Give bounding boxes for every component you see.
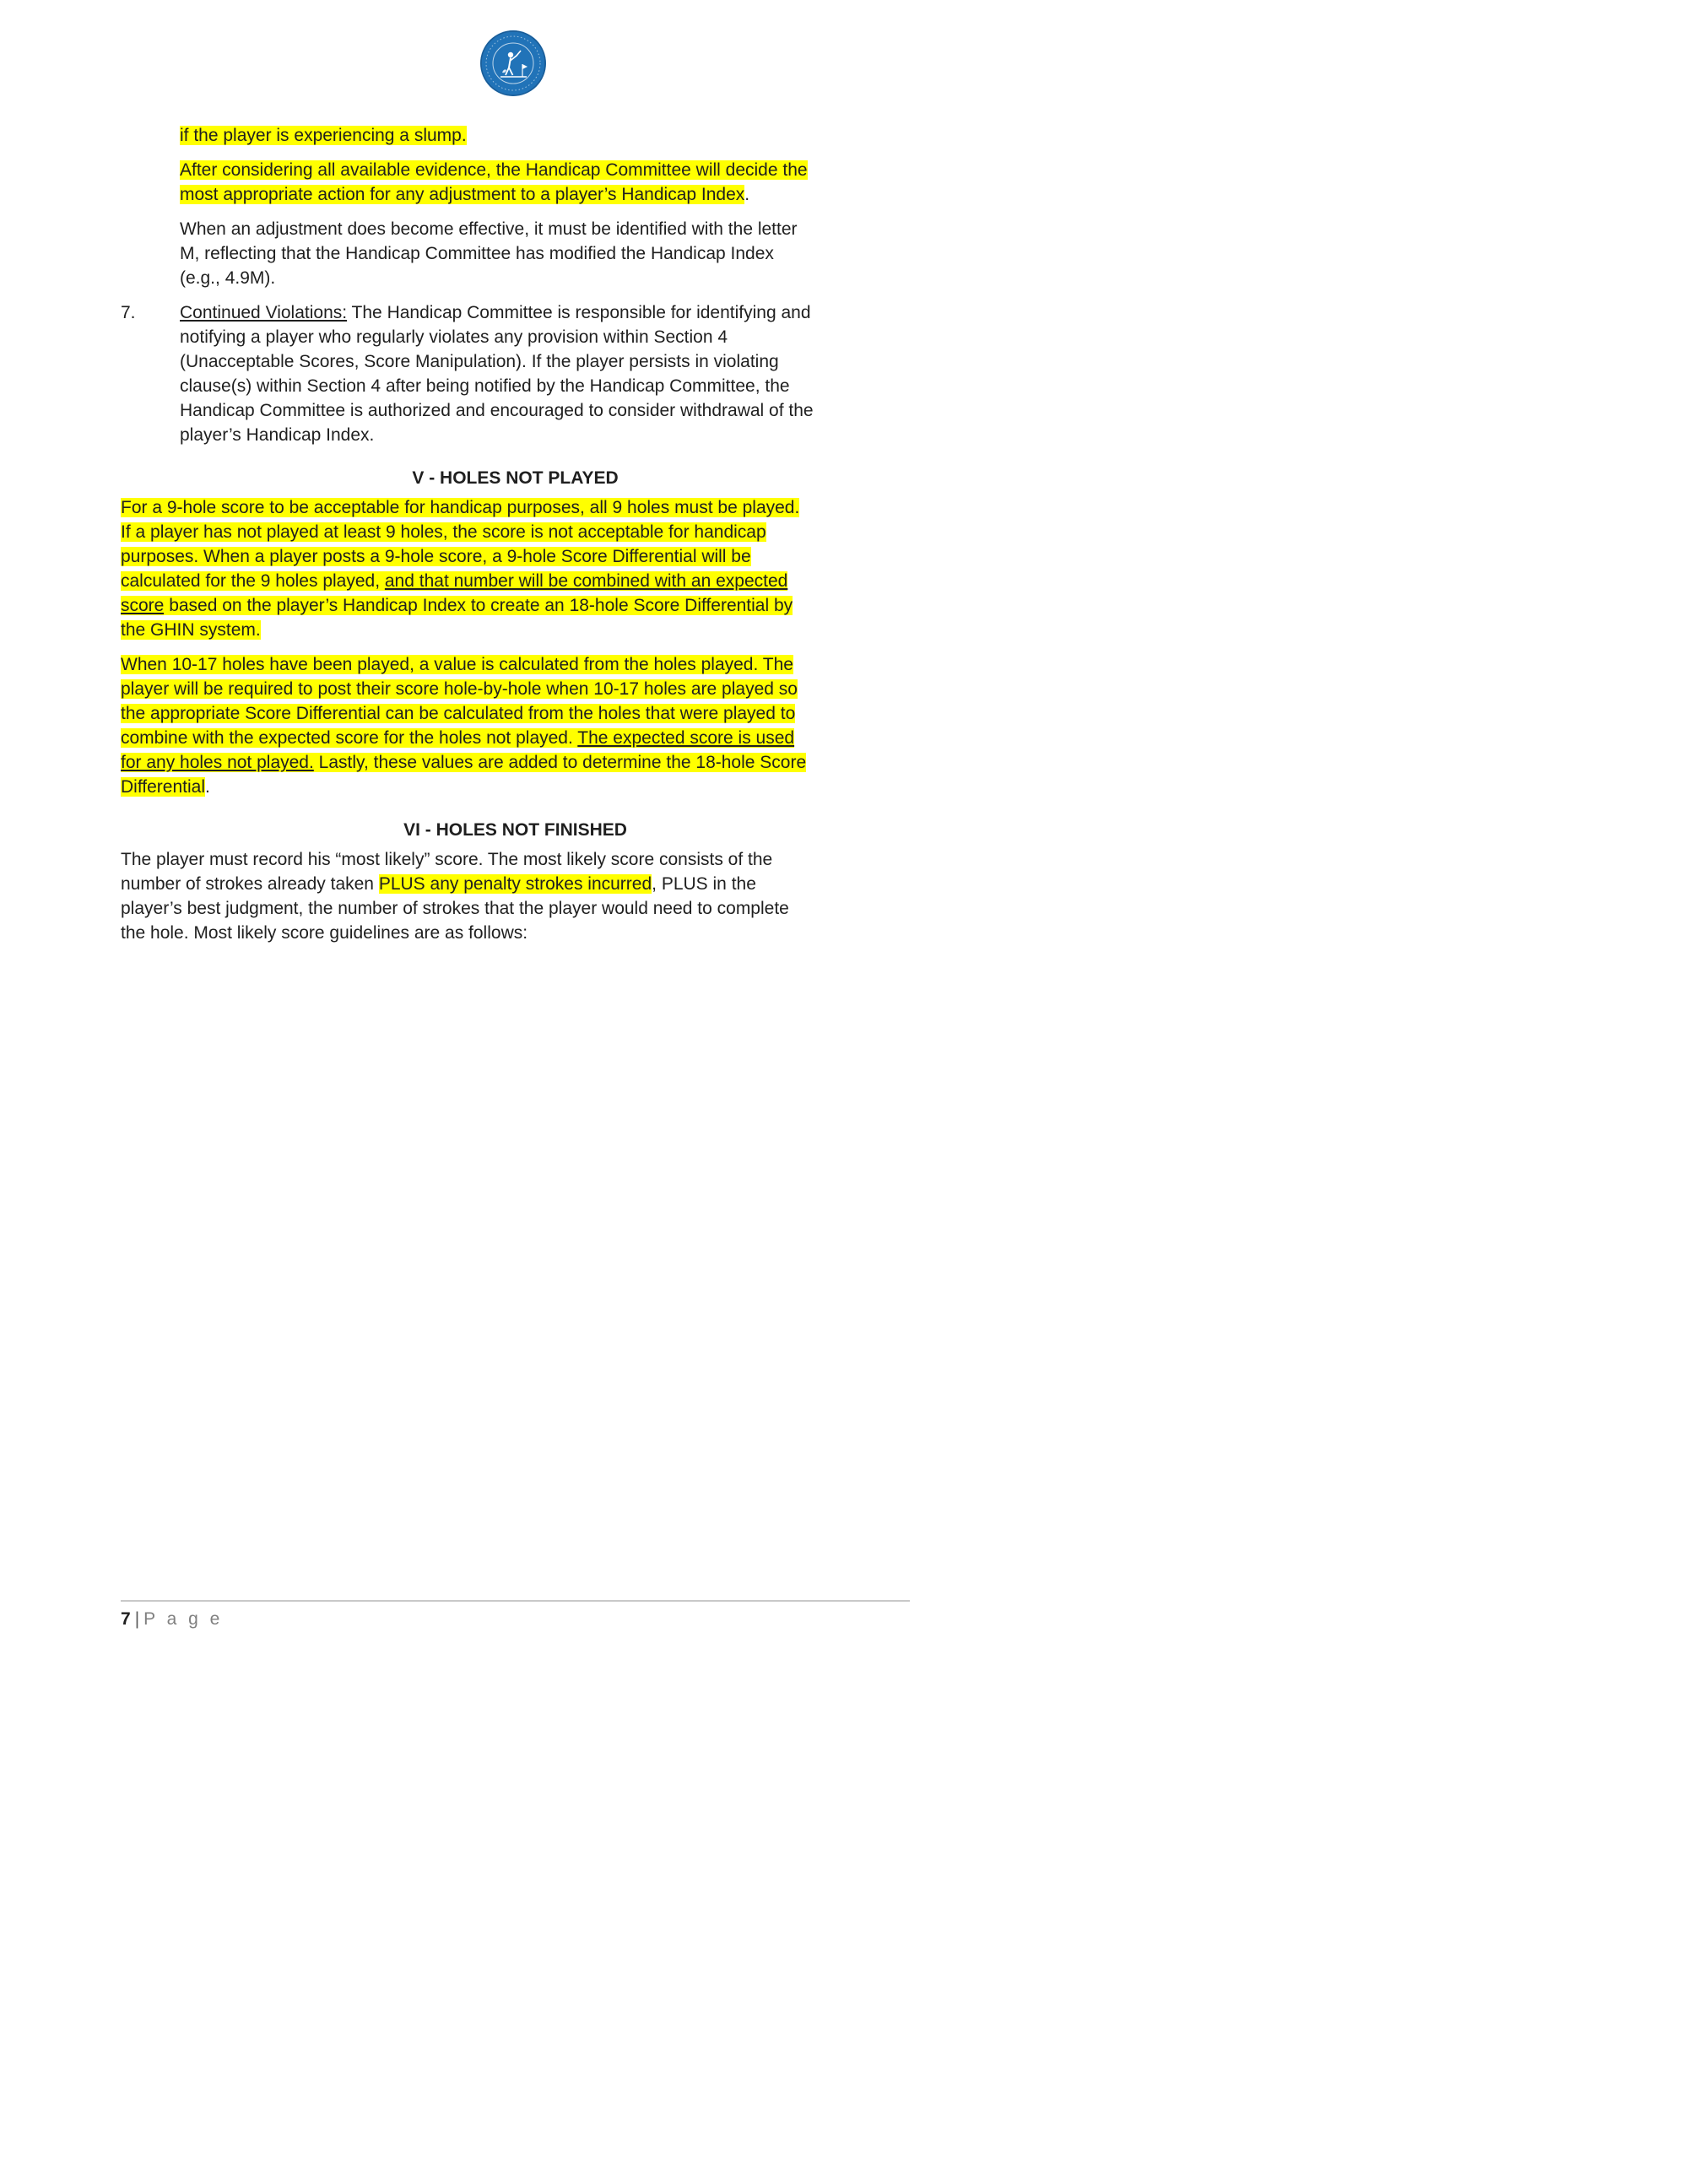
text-segment: PLUS any penalty strokes incurred bbox=[378, 874, 652, 894]
text-segment: for any holes not played. bbox=[121, 753, 314, 772]
text-segment: , PLUS in the bbox=[652, 874, 756, 894]
text-segment: notifying a player who regularly violates any provision within Section 4 bbox=[180, 327, 728, 347]
text-segment: score bbox=[121, 596, 165, 615]
document-blocks bbox=[121, 123, 910, 945]
text-segment: based on the player’s Handicap Index to create an 18-hole Score Differential by bbox=[164, 596, 793, 615]
golf-club-crest-icon bbox=[480, 30, 546, 96]
text-segment: When 10-17 holes have been played, a value is calculated from the holes played. The bbox=[121, 655, 793, 674]
text-segment: . bbox=[744, 185, 750, 204]
text-segment: Lastly, these values are added to determine the 18-hole Score bbox=[313, 753, 807, 772]
text-segment: The Handicap Committee is responsible for identifying and bbox=[347, 303, 811, 322]
paragraph bbox=[121, 158, 910, 207]
text-segment: (e.g., 4.9M). bbox=[180, 268, 276, 288]
text-segment: Differential bbox=[121, 777, 205, 797]
text-segment: combine with the expected score for the holes not played. bbox=[121, 728, 578, 748]
text-segment: the GHIN system. bbox=[121, 620, 261, 640]
text-segment: player’s Handicap Index. bbox=[180, 425, 375, 445]
list-item bbox=[121, 300, 910, 447]
footer-text bbox=[121, 1609, 910, 1630]
footer-page-label: P a g e bbox=[143, 1609, 224, 1629]
paragraph bbox=[121, 217, 910, 290]
page-footer bbox=[121, 1600, 910, 1630]
text-segment: calculated for the 9 holes played, bbox=[121, 571, 385, 591]
footer-separator: | bbox=[134, 1609, 140, 1629]
text-segment: The player must record his “most likely” score. The most likely score consists of the bbox=[121, 850, 773, 869]
text-segment: (Unacceptable Scores, Score Manipulation). If the player persists in violating bbox=[180, 352, 779, 371]
text-segment: If a player has not played at least 9 holes, the score is not acceptable for handicap bbox=[121, 522, 766, 542]
paragraph bbox=[121, 495, 910, 642]
text-segment: V - HOLES NOT PLAYED bbox=[412, 468, 619, 488]
text-segment: player will be required to post their score hole-by-hole when 10-17 holes are played so bbox=[121, 679, 798, 699]
text-segment: Continued Violations: bbox=[180, 303, 348, 322]
text-segment: When an adjustment does become effective, it must be identified with the letter bbox=[180, 219, 798, 239]
text-segment: most appropriate action for any adjustment to a player’s Handicap Index bbox=[180, 185, 745, 204]
text-segment: M, reflecting that the Handicap Committee has modified the Handicap Index bbox=[180, 244, 774, 263]
page-number: 7 bbox=[121, 1609, 131, 1629]
footer-rule bbox=[121, 1600, 910, 1602]
text-segment: VI - HOLES NOT FINISHED bbox=[403, 820, 627, 840]
text-segment: the hole. Most likely score guidelines are as follows: bbox=[121, 923, 528, 943]
text-segment: player’s best judgment, the number of strokes that the player would need to complete bbox=[121, 899, 789, 918]
text-segment: and that number will be combined with an expected bbox=[384, 571, 788, 591]
paragraph bbox=[121, 652, 910, 799]
heading bbox=[121, 818, 910, 842]
text-segment: the appropriate Score Differential can be calculated from the holes that were played to bbox=[121, 704, 796, 723]
document-content bbox=[121, 123, 910, 955]
text-segment: Handicap Committee is authorized and encouraged to consider withdrawal of the bbox=[180, 401, 814, 420]
club-logo bbox=[480, 30, 546, 96]
heading bbox=[121, 466, 910, 490]
text-segment: number of strokes already taken bbox=[121, 874, 379, 894]
text-segment: The expected score is used bbox=[577, 728, 795, 748]
paragraph bbox=[121, 847, 910, 945]
text-segment: purposes. When a player posts a 9-hole score, a 9-hole Score Differential will be bbox=[121, 547, 751, 566]
text-segment: . bbox=[205, 777, 210, 797]
text-segment: For a 9-hole score to be acceptable for handicap purposes, all 9 holes must be played. bbox=[121, 498, 800, 517]
text-segment: clause(s) within Section 4 after being notified by the Handicap Committee, the bbox=[180, 376, 790, 396]
text-segment: After considering all available evidence, the Handicap Committee will decide the bbox=[180, 160, 808, 180]
paragraph bbox=[121, 123, 910, 148]
list-marker: 7. bbox=[121, 303, 136, 322]
text-segment: if the player is experiencing a slump. bbox=[180, 126, 467, 145]
